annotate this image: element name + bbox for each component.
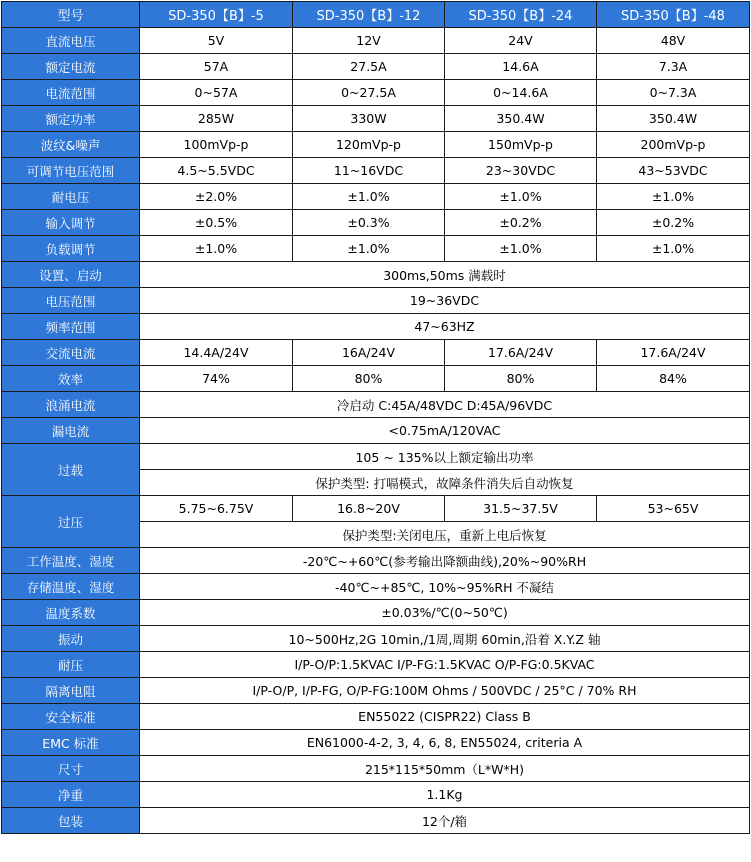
spec-label: 额定电流 bbox=[2, 54, 140, 80]
spec-value: EN61000-4-2, 3, 4, 6, 8, EN55024, criteria A bbox=[140, 730, 750, 756]
spec-label: 可调节电压范围 bbox=[2, 158, 140, 184]
spec-value: 100mVp-p bbox=[140, 132, 293, 158]
spec-value: 47~63HZ bbox=[140, 314, 750, 340]
spec-value: 14.6A bbox=[445, 54, 597, 80]
spec-label: 负载调节 bbox=[2, 236, 140, 262]
spec-row bbox=[2, 158, 750, 184]
spec-row bbox=[2, 574, 750, 600]
spec-value: 57A bbox=[140, 54, 293, 80]
spec-value: 43~53VDC bbox=[597, 158, 750, 184]
spec-row bbox=[2, 314, 750, 340]
spec-label: EMC 标准 bbox=[2, 730, 140, 756]
spec-value: 16A/24V bbox=[293, 340, 445, 366]
spec-value: ±0.2% bbox=[445, 210, 597, 236]
spec-value: ±1.0% bbox=[445, 184, 597, 210]
spec-value: ±0.03%/℃(0~50℃) bbox=[140, 600, 750, 626]
spec-value: 215*115*50mm（L*W*H) bbox=[140, 756, 750, 782]
spec-value: 10~500Hz,2G 10min,/1周,周期 60min,沿着 X.Y.Z 轴 bbox=[140, 626, 750, 652]
spec-value: 保护类型: 打嗝模式，故障条件消失后自动恢复 bbox=[140, 470, 750, 496]
spec-value: 5V bbox=[140, 28, 293, 54]
spec-label: 存储温度、湿度 bbox=[2, 574, 140, 600]
spec-row bbox=[2, 54, 750, 80]
spec-value: 17.6A/24V bbox=[597, 340, 750, 366]
spec-row bbox=[2, 340, 750, 366]
spec-row bbox=[2, 236, 750, 262]
spec-row bbox=[2, 392, 750, 418]
model-name: SD-350【B】-12 bbox=[293, 2, 445, 28]
spec-value: 24V bbox=[445, 28, 597, 54]
spec-value: ±1.0% bbox=[597, 184, 750, 210]
spec-label: 效率 bbox=[2, 366, 140, 392]
spec-row bbox=[2, 106, 750, 132]
spec-value: 冷启动 C:45A/48VDC D:45A/96VDC bbox=[140, 392, 750, 418]
spec-value: 330W bbox=[293, 106, 445, 132]
model-name: SD-350【B】-48 bbox=[597, 2, 750, 28]
model-label: 型号 bbox=[2, 2, 140, 28]
spec-value: ±0.2% bbox=[597, 210, 750, 236]
spec-row bbox=[2, 600, 750, 626]
spec-value: 11~16VDC bbox=[293, 158, 445, 184]
spec-row bbox=[2, 80, 750, 106]
spec-label: 电流范围 bbox=[2, 80, 140, 106]
spec-value: 84% bbox=[597, 366, 750, 392]
spec-value: 48V bbox=[597, 28, 750, 54]
spec-value: ±0.5% bbox=[140, 210, 293, 236]
spec-value: -40℃~+85℃, 10%~95%RH 不凝结 bbox=[140, 574, 750, 600]
spec-value: 14.4A/24V bbox=[140, 340, 293, 366]
spec-label: 耐电压 bbox=[2, 184, 140, 210]
spec-row bbox=[2, 262, 750, 288]
overvoltage-row bbox=[2, 496, 750, 522]
spec-value: 0~27.5A bbox=[293, 80, 445, 106]
spec-label: 包装 bbox=[2, 808, 140, 834]
spec-label: 尺寸 bbox=[2, 756, 140, 782]
spec-label: 工作温度、湿度 bbox=[2, 548, 140, 574]
spec-value: ±1.0% bbox=[293, 184, 445, 210]
spec-label: 输入调节 bbox=[2, 210, 140, 236]
spec-label: 温度系数 bbox=[2, 600, 140, 626]
spec-row bbox=[2, 756, 750, 782]
spec-value: 23~30VDC bbox=[445, 158, 597, 184]
spec-row bbox=[2, 366, 750, 392]
spec-value: 17.6A/24V bbox=[445, 340, 597, 366]
spec-value: EN55022 (CISPR22) Class B bbox=[140, 704, 750, 730]
spec-value: 7.3A bbox=[597, 54, 750, 80]
spec-value: 12V bbox=[293, 28, 445, 54]
spec-label: 额定功率 bbox=[2, 106, 140, 132]
spec-label: 耐压 bbox=[2, 652, 140, 678]
spec-row bbox=[2, 418, 750, 444]
spec-value: 80% bbox=[445, 366, 597, 392]
spec-label: 振动 bbox=[2, 626, 140, 652]
spec-row bbox=[2, 626, 750, 652]
spec-value: 350.4W bbox=[445, 106, 597, 132]
spec-value: I/P-O/P:1.5KVAC I/P-FG:1.5KVAC O/P-FG:0.5KVAC bbox=[140, 652, 750, 678]
spec-value: 285W bbox=[140, 106, 293, 132]
spec-value: 53~65V bbox=[597, 496, 750, 522]
spec-value: 0~7.3A bbox=[597, 80, 750, 106]
spec-label: 过压 bbox=[2, 496, 140, 548]
spec-value: 350.4W bbox=[597, 106, 750, 132]
spec-row bbox=[2, 652, 750, 678]
spec-value: 150mVp-p bbox=[445, 132, 597, 158]
spec-value: ±1.0% bbox=[140, 236, 293, 262]
spec-row bbox=[2, 678, 750, 704]
spec-value: ±0.3% bbox=[293, 210, 445, 236]
spec-value: ±1.0% bbox=[293, 236, 445, 262]
spec-value: 16.8~20V bbox=[293, 496, 445, 522]
spec-value: ±1.0% bbox=[445, 236, 597, 262]
spec-value: 保护类型:关闭电压，重新上电后恢复 bbox=[140, 522, 750, 548]
model-name: SD-350【B】-5 bbox=[140, 2, 293, 28]
spec-label: 电压范围 bbox=[2, 288, 140, 314]
spec-label: 浪涌电流 bbox=[2, 392, 140, 418]
spec-value: 200mVp-p bbox=[597, 132, 750, 158]
spec-label: 隔离电阻 bbox=[2, 678, 140, 704]
spec-label: 安全标准 bbox=[2, 704, 140, 730]
spec-label: 频率范围 bbox=[2, 314, 140, 340]
spec-value: ±2.0% bbox=[140, 184, 293, 210]
spec-row bbox=[2, 730, 750, 756]
spec-row bbox=[2, 132, 750, 158]
spec-row bbox=[2, 28, 750, 54]
spec-row bbox=[2, 704, 750, 730]
spec-row bbox=[2, 808, 750, 834]
spec-value: 12个/箱 bbox=[140, 808, 750, 834]
spec-value: 19~36VDC bbox=[140, 288, 750, 314]
spec-row bbox=[2, 782, 750, 808]
spec-value: 4.5~5.5VDC bbox=[140, 158, 293, 184]
header-row bbox=[2, 2, 750, 28]
spec-value: 74% bbox=[140, 366, 293, 392]
spec-value: I/P-O/P, I/P-FG, O/P-FG:100M Ohms / 500VDC / 25°C / 70% RH bbox=[140, 678, 750, 704]
spec-value: 0~57A bbox=[140, 80, 293, 106]
spec-value: <0.75mA/120VAC bbox=[140, 418, 750, 444]
spec-label: 交流电流 bbox=[2, 340, 140, 366]
spec-value: 27.5A bbox=[293, 54, 445, 80]
spec-value: 105 ~ 135%以上额定输出功率 bbox=[140, 444, 750, 470]
spec-label: 过载 bbox=[2, 444, 140, 496]
spec-row bbox=[2, 288, 750, 314]
spec-value: 120mVp-p bbox=[293, 132, 445, 158]
spec-table bbox=[1, 1, 750, 834]
spec-row bbox=[2, 210, 750, 236]
model-name: SD-350【B】-24 bbox=[445, 2, 597, 28]
spec-label: 漏电流 bbox=[2, 418, 140, 444]
spec-value: 31.5~37.5V bbox=[445, 496, 597, 522]
spec-value: 1.1Kg bbox=[140, 782, 750, 808]
spec-label: 设置、启动 bbox=[2, 262, 140, 288]
spec-label: 直流电压 bbox=[2, 28, 140, 54]
spec-value: 300ms,50ms 满载时 bbox=[140, 262, 750, 288]
spec-value: -20℃~+60℃(参考输出降额曲线),20%~90%RH bbox=[140, 548, 750, 574]
spec-label: 净重 bbox=[2, 782, 140, 808]
spec-row bbox=[2, 184, 750, 210]
spec-value: 0~14.6A bbox=[445, 80, 597, 106]
spec-value: 80% bbox=[293, 366, 445, 392]
spec-value: ±1.0% bbox=[597, 236, 750, 262]
spec-body bbox=[2, 28, 750, 834]
overload-row bbox=[2, 444, 750, 470]
spec-row bbox=[2, 548, 750, 574]
spec-value: 5.75~6.75V bbox=[140, 496, 293, 522]
spec-label: 波纹&噪声 bbox=[2, 132, 140, 158]
